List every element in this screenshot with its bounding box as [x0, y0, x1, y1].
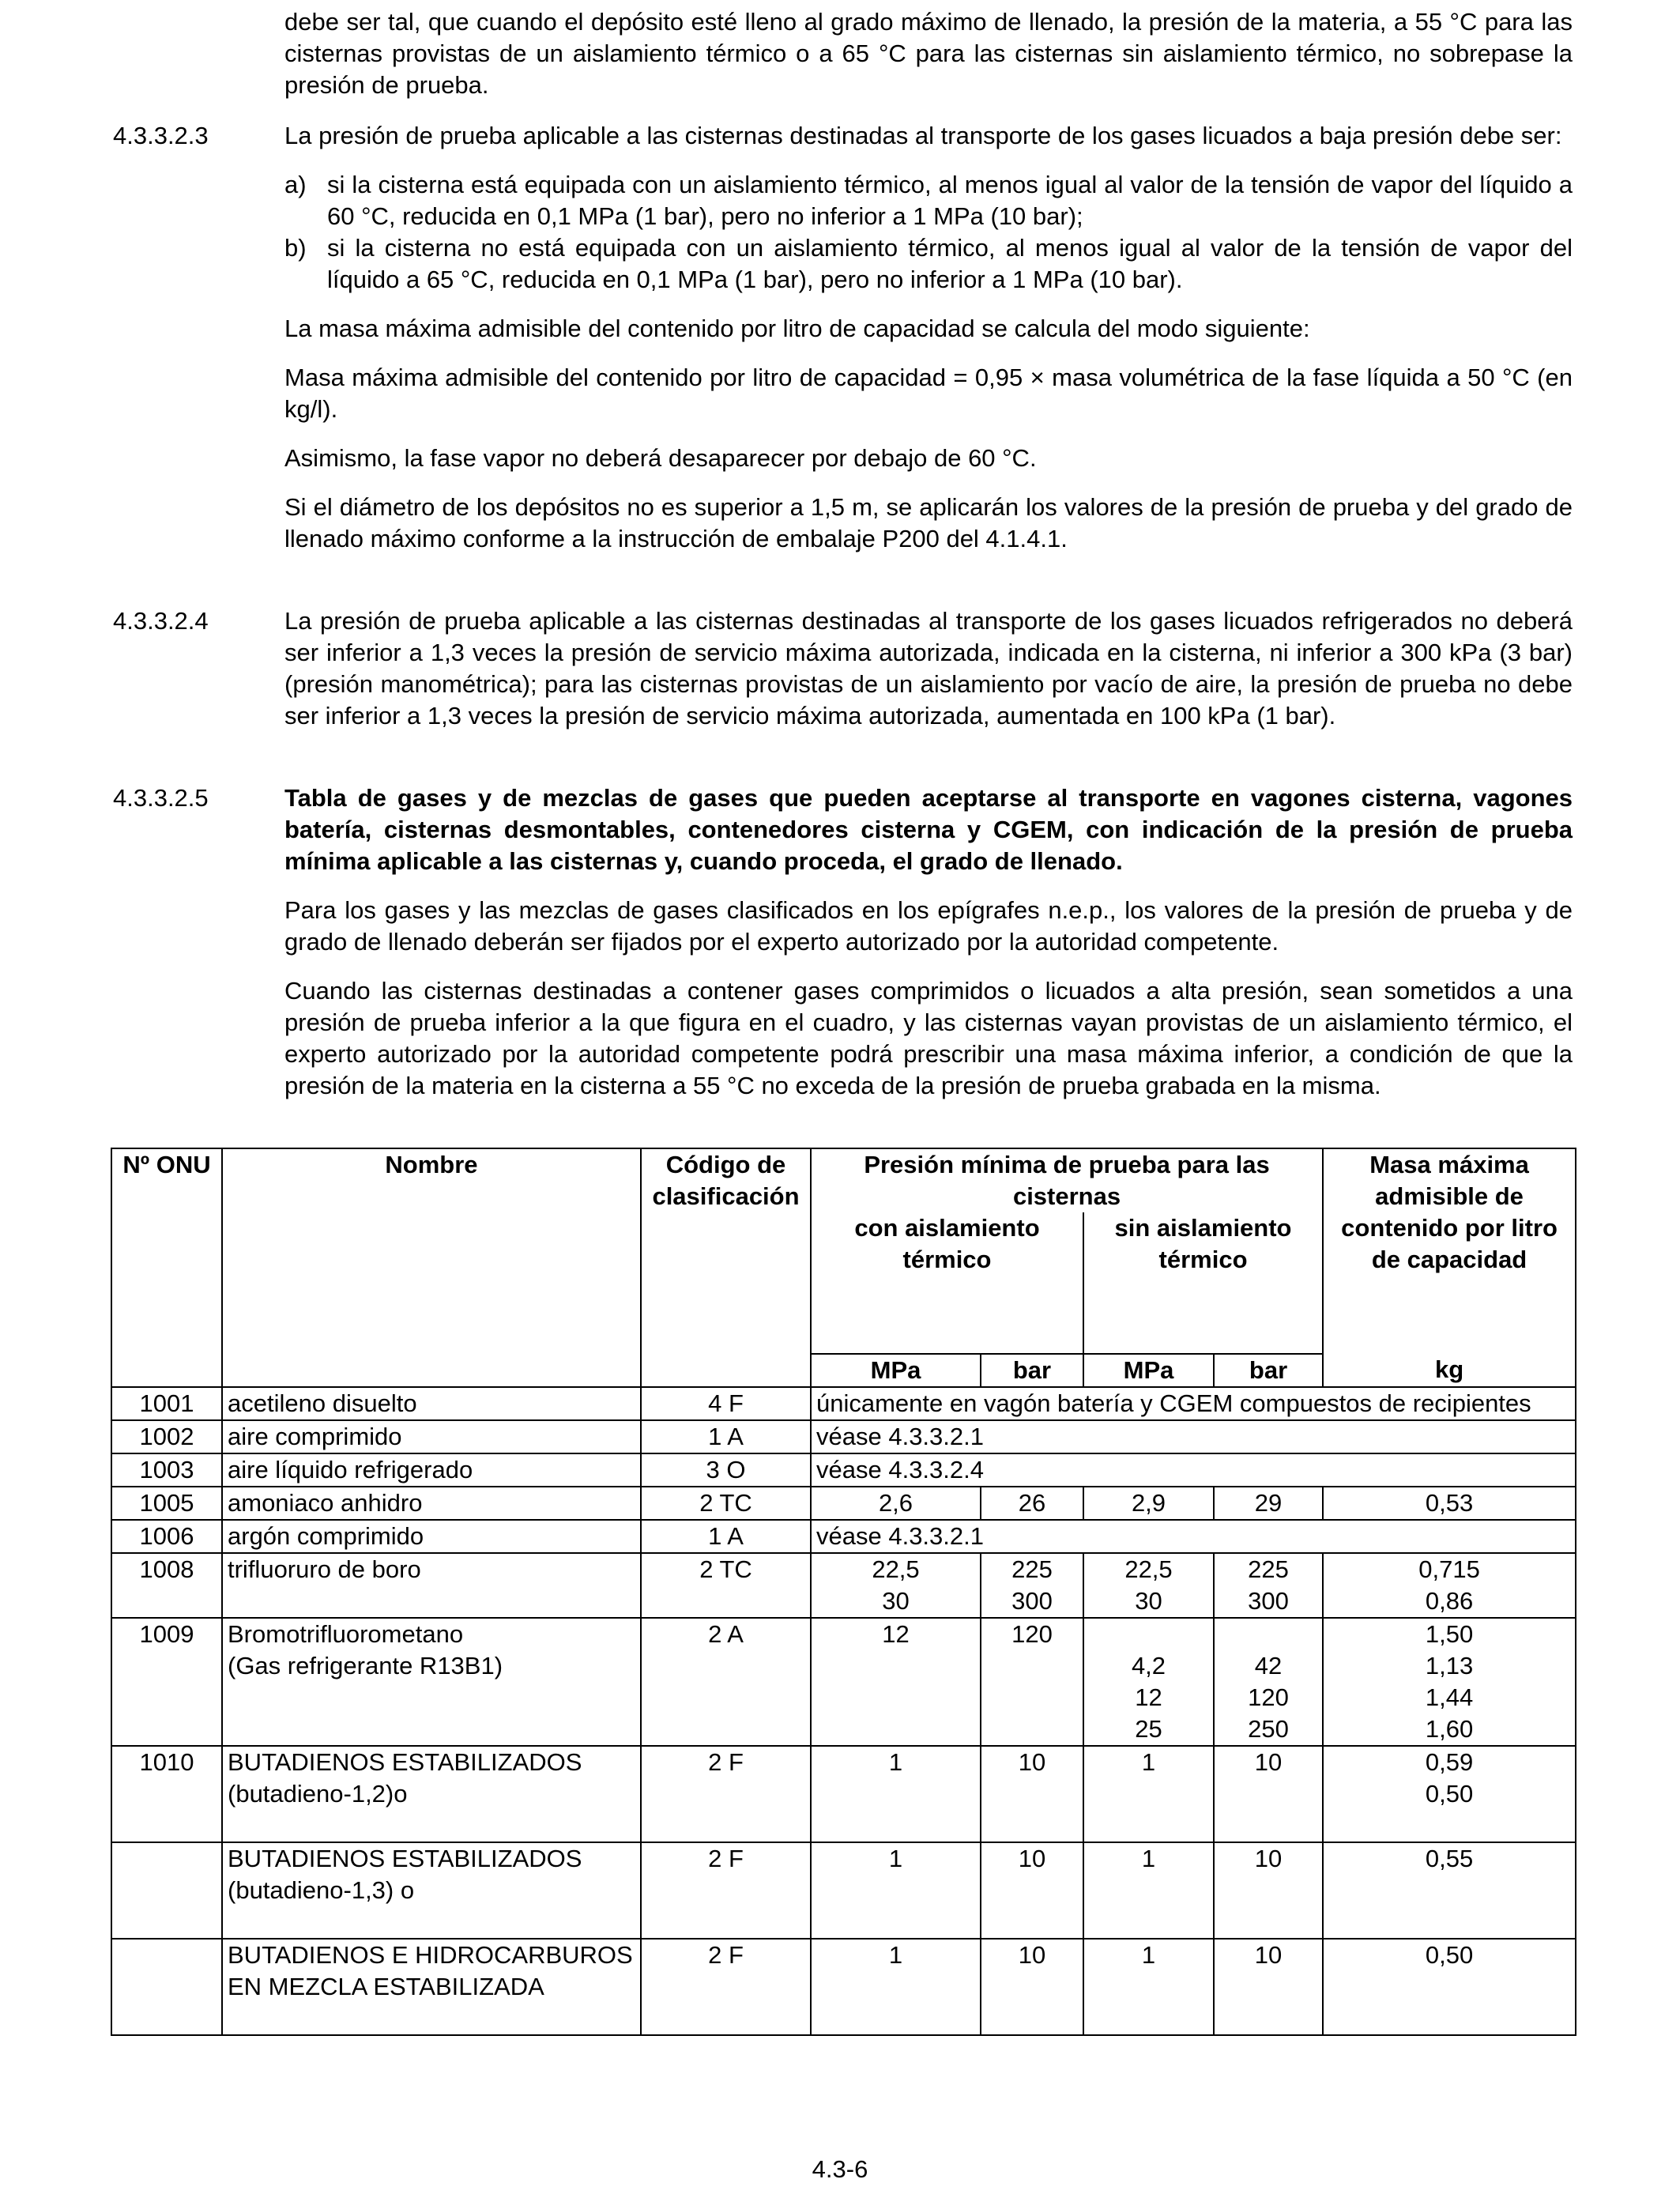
cell-onu: [111, 1842, 222, 1939]
paragraph-text: Para los gases y las mezclas de gases clasificados en los epígrafes n.e.p., los valores de la presión de prueba y de grado de llenado deberán ser fijados por el experto autorizado por la autoridad competente.: [284, 896, 1573, 956]
section-number: 4.3.3.2.4: [113, 607, 209, 635]
cell-mpa: [1083, 1553, 1214, 1618]
cell-value: [1089, 1619, 1208, 1650]
section-4-3-3-2-3: [284, 120, 1573, 555]
cell-value: 30: [882, 1587, 910, 1615]
cell-onu: 1008: [111, 1553, 222, 1618]
cell-nombre: BUTADIENOS E HIDROCARBUROS EN MEZCLA ESTABILIZADA: [222, 1939, 641, 2035]
cell-value: 0,59: [1425, 1748, 1474, 1776]
cell-bar: [981, 1553, 1083, 1618]
list-label: a): [284, 171, 307, 198]
cell-value: 225: [1011, 1555, 1053, 1583]
cell-bar: [1214, 1553, 1323, 1618]
cell-bar: 10: [1214, 1842, 1323, 1939]
cell-onu: 1002: [111, 1420, 222, 1453]
cell-bar: 29: [1214, 1487, 1323, 1520]
section-4-3-3-2-5: [284, 782, 1573, 1102]
cell-nombre: aire comprimido: [222, 1420, 641, 1453]
cell-nombre: BUTADIENOS ESTABILIZADOS (butadieno-1,3) o: [222, 1842, 641, 1939]
cell-kg: 0,55: [1323, 1842, 1576, 1939]
header-con-aislamiento: con aislamiento térmico: [811, 1212, 1083, 1354]
paragraph-text: La presión de prueba aplicable a las cisternas destinadas al transporte de los gases licuados refrigerados no deberá ser inferior a 1,3 veces la presión de servicio máxima autorizada, indicada en la cisterna, ni inferior a 300 kPa (3 bar) (presión manométrica); para las cisternas provistas de un aislamiento por vacío de aire, la presión de prueba no debe ser inferior a 1,3 veces la presión de servicio máxima autorizada, aumentada en 100 kPa (1 bar).: [284, 607, 1573, 729]
cell-value: 22,5: [1124, 1555, 1173, 1583]
cell-value: [1219, 1619, 1317, 1650]
cell-nota: véase 4.3.3.2.4: [811, 1453, 1576, 1487]
cell-codigo: 2 F: [641, 1746, 811, 1842]
header-nombre: Nombre: [222, 1148, 641, 1354]
unit-kg: kg: [1323, 1354, 1576, 1387]
header-codigo: Código de clasificación: [641, 1148, 811, 1354]
paragraph-text: Masa máxima admisible del contenido por litro de capacidad = 0,95 × masa volumétrica de la fase líquida a 50 °C (en kg/l).: [284, 364, 1573, 423]
gas-table: [111, 1148, 1576, 2036]
table-header-row: [111, 1148, 1576, 1212]
units-empty: [641, 1354, 811, 1387]
cell-value: 225: [1248, 1555, 1289, 1583]
list-text: si la cisterna no está equipada con un aislamiento térmico, al menos igual al valor de la tensión de vapor del líquido a 65 °C, reducida en 0,1 MPa (1 bar), pero no inferior a 1 MPa (10 bar).: [327, 234, 1573, 293]
cell-value: 22,5: [872, 1555, 920, 1583]
cell-nombre: argón comprimido: [222, 1520, 641, 1553]
list-item-a: [284, 169, 1573, 232]
cell-value: 42: [1254, 1652, 1283, 1679]
cell-mpa: 1: [1083, 1746, 1214, 1842]
cell-kg: 0,53: [1323, 1487, 1576, 1520]
cell-mpa: 1: [811, 1939, 981, 2035]
cell-nombre: amoniaco anhidro: [222, 1487, 641, 1520]
table-row: [111, 1553, 1576, 1618]
header-sin-aislamiento: sin aislamiento térmico: [1083, 1212, 1323, 1354]
cell-mpa: 1: [811, 1842, 981, 1939]
cell-onu: 1005: [111, 1487, 222, 1520]
cell-bar: 120: [981, 1618, 1083, 1746]
intro-paragraph: [284, 6, 1573, 101]
list-item-b: [284, 232, 1573, 296]
cell-value: 250: [1248, 1715, 1289, 1743]
cell-value: 25: [1135, 1715, 1162, 1743]
table-row: [111, 1387, 1576, 1420]
header-presion: Presión mínima de prueba para las cisternas: [811, 1148, 1323, 1212]
cell-onu: 1001: [111, 1387, 222, 1420]
cell-kg: [1323, 1553, 1576, 1618]
cell-value: (Gas refrigerante R13B1): [228, 1652, 503, 1679]
cell-nombre: trifluoruro de boro: [222, 1553, 641, 1618]
cell-value: 0,86: [1425, 1587, 1474, 1615]
cell-codigo: 3 O: [641, 1453, 811, 1487]
cell-bar: 10: [1214, 1746, 1323, 1842]
header-masa: Masa máxima admisible de contenido por litro de capacidad: [1323, 1148, 1576, 1354]
section-title: Tabla de gases y de mezclas de gases que pueden aceptarse al transporte en vagones cisterna, vagones batería, cisternas desmontables, contenedores cisterna y CGEM, con indicación de la presión de prueba mínima aplicable a las cisternas y, cuando proceda, el grado de llenado.: [284, 784, 1573, 875]
cell-value: 300: [1248, 1587, 1289, 1615]
cell-nota: véase 4.3.3.2.1: [811, 1520, 1576, 1553]
paragraph-text: debe ser tal, que cuando el depósito esté lleno al grado máximo de llenado, la presión de la materia, a 55 °C para las cisternas provistas de un aislamiento térmico o a 65 °C para las cisternas sin aislamiento térmico, no sobrepase la presión de prueba.: [284, 8, 1573, 99]
cell-codigo: 2 F: [641, 1842, 811, 1939]
cell-mpa: 2,9: [1083, 1487, 1214, 1520]
paragraph-text: Cuando las cisternas destinadas a contener gases comprimidos o licuados a alta presión, sean sometidos a una presión de prueba inferior a la que figura en el cuadro, y las cisternas vayan provistas de un aislamiento térmico, el experto autorizado por la autoridad competente podrá prescribir una masa máxima inferior, a condición de que la presión de la materia en la cisterna a 55 °C no exceda de la presión de prueba grabada en la misma.: [284, 977, 1573, 1099]
cell-kg: 0,50: [1323, 1939, 1576, 2035]
unit-mpa: MPa: [1083, 1354, 1214, 1387]
units-empty: [222, 1354, 641, 1387]
cell-value: 4,2: [1131, 1652, 1166, 1679]
cell-codigo: 2 A: [641, 1618, 811, 1746]
paragraph-text: Asimismo, la fase vapor no deberá desaparecer por debajo de 60 °C.: [284, 444, 1037, 472]
cell-bar: 10: [981, 1746, 1083, 1842]
cell-codigo: 2 F: [641, 1939, 811, 2035]
cell-bar: 10: [981, 1939, 1083, 2035]
list-text: si la cisterna está equipada con un aislamiento térmico, al menos igual al valor de la tensión de vapor del líquido a 60 °C, reducida en 0,1 MPa (1 bar), pero no inferior a 1 MPa (10 bar);: [327, 171, 1573, 230]
paragraph-text: La presión de prueba aplicable a las cisternas destinadas al transporte de los gases licuados a baja presión debe ser:: [284, 122, 1562, 149]
table-row: [111, 1520, 1576, 1553]
table-row: [111, 1453, 1576, 1487]
cell-onu: 1009: [111, 1618, 222, 1746]
units-empty: [111, 1354, 222, 1387]
table-row: [111, 1487, 1576, 1520]
cell-onu: 1010: [111, 1746, 222, 1842]
cell-codigo: 2 TC: [641, 1553, 811, 1618]
cell-nombre: [222, 1618, 641, 1746]
table-row: [111, 1618, 1576, 1746]
cell-value: 30: [1135, 1587, 1162, 1615]
page-number: 4.3-6: [812, 2155, 868, 2183]
cell-bar: 26: [981, 1487, 1083, 1520]
cell-value: 12: [1135, 1683, 1162, 1711]
cell-value: 0,715: [1418, 1555, 1480, 1583]
cell-value: 1,50: [1425, 1620, 1474, 1648]
table-row: [111, 1420, 1576, 1453]
table-row: [111, 1746, 1576, 1842]
cell-onu: [111, 1939, 222, 2035]
cell-value: 1,13: [1425, 1652, 1474, 1679]
cell-mpa: 1: [811, 1746, 981, 1842]
section-number: 4.3.3.2.5: [113, 784, 209, 812]
cell-value: 120: [1248, 1683, 1289, 1711]
cell-bar: 10: [1214, 1939, 1323, 2035]
cell-nombre: BUTADIENOS ESTABILIZADOS (butadieno-1,2)o: [222, 1746, 641, 1842]
section-number: 4.3.3.2.3: [113, 122, 209, 149]
cell-nombre: aire líquido refrigerado: [222, 1453, 641, 1487]
cell-mpa: [1083, 1618, 1214, 1746]
paragraph-text: La masa máxima admisible del contenido por litro de capacidad se calcula del modo siguiente:: [284, 315, 1310, 342]
cell-codigo: 1 A: [641, 1420, 811, 1453]
table-units-row: [111, 1354, 1576, 1387]
cell-value: 300: [1011, 1587, 1053, 1615]
cell-kg: [1323, 1618, 1576, 1746]
section-4-3-3-2-4: [284, 605, 1573, 732]
cell-value: 1,44: [1425, 1683, 1474, 1711]
cell-nota: únicamente en vagón batería y CGEM compuestos de recipientes: [811, 1387, 1576, 1420]
cell-mpa: 1: [1083, 1939, 1214, 2035]
cell-codigo: 1 A: [641, 1520, 811, 1553]
cell-value: Bromotrifluorometano: [228, 1620, 464, 1648]
cell-nombre: acetileno disuelto: [222, 1387, 641, 1420]
cell-codigo: 4 F: [641, 1387, 811, 1420]
cell-onu: 1006: [111, 1520, 222, 1553]
cell-codigo: 2 TC: [641, 1487, 811, 1520]
unit-bar: bar: [1214, 1354, 1323, 1387]
cell-bar: 10: [981, 1842, 1083, 1939]
cell-mpa: 12: [811, 1618, 981, 1746]
unit-bar: bar: [981, 1354, 1083, 1387]
list-label: b): [284, 234, 307, 262]
cell-mpa: 2,6: [811, 1487, 981, 1520]
cell-mpa: 1: [1083, 1842, 1214, 1939]
cell-nota: véase 4.3.3.2.1: [811, 1420, 1576, 1453]
paragraph-text: Si el diámetro de los depósitos no es superior a 1,5 m, se aplicarán los valores de la presión de prueba y del grado de llenado máximo conforme a la instrucción de embalaje P200 del 4.1.4.1.: [284, 493, 1573, 552]
unit-mpa: MPa: [811, 1354, 981, 1387]
cell-kg: [1323, 1746, 1576, 1842]
cell-value: 1,60: [1425, 1715, 1474, 1743]
cell-mpa: [811, 1553, 981, 1618]
cell-bar: [1214, 1618, 1323, 1746]
cell-onu: 1003: [111, 1453, 222, 1487]
cell-value: 0,50: [1425, 1780, 1474, 1808]
table-row: [111, 1939, 1576, 2035]
header-onu: Nº ONU: [111, 1148, 222, 1354]
table-row: [111, 1842, 1576, 1939]
